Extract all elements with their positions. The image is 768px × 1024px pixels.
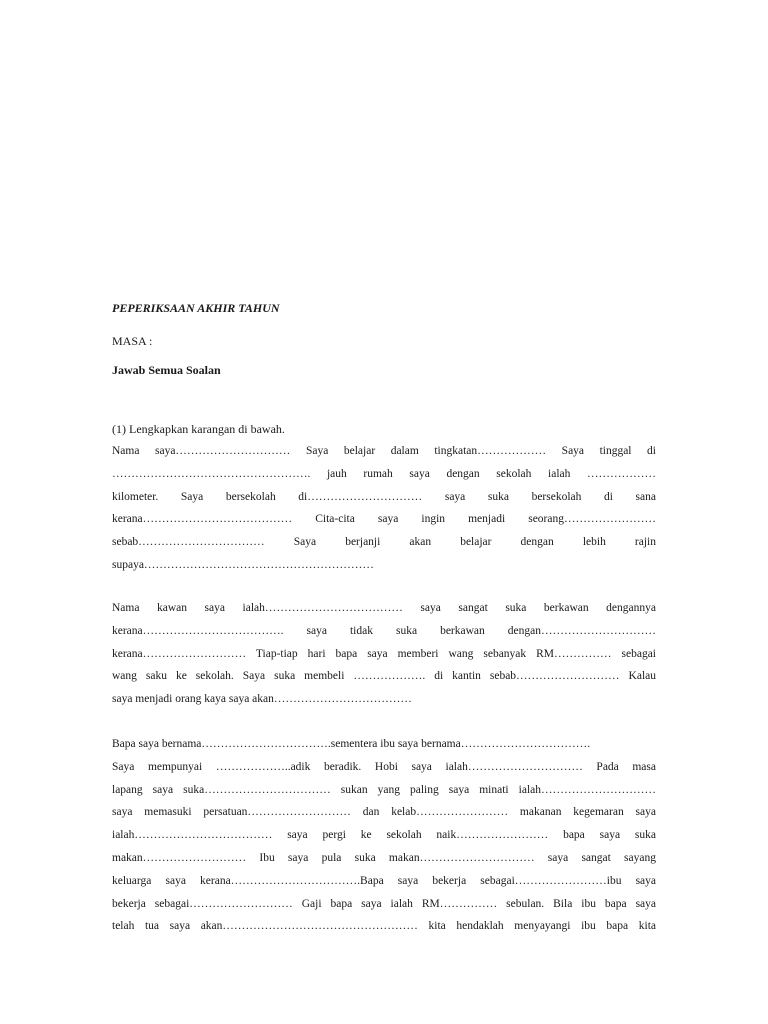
paragraph-line: kilometer. Saya bersekolah di………………………… saya suka bersekolah di sana [112,490,656,503]
paragraph-line: kerana………………………………. saya tidak suka berkawan dengan………………………… [112,624,656,637]
paragraph-line: Nama kawan saya ialah……………………………… saya sangat suka berkawan dengannya [112,602,656,614]
paragraph-line: wang saku ke sekolah. Saya suka membeli ………………. di kantin sebab……………………… Kalau [112,670,656,683]
question-heading: (1) Lengkapkan karangan di bawah. [112,422,285,436]
paragraph-family [112,733,656,938]
paragraph-line: Saya mempunyai ………………..adik beradik. Hobi saya ialah………………………… Pada masa [112,760,656,773]
paragraph-personal-info [112,440,656,577]
paragraph-line: supaya…………………………………………………… [112,558,374,571]
paragraph-line: ialah……………………………… saya pergi ke sekolah naik…………………… bapa saya suka [112,829,656,842]
instruction-text: Jawab Semua Soalan [112,363,221,377]
paragraph-line: makan……………………… Ibu saya pula suka makan………………………… saya sangat sayang [112,851,656,864]
paragraph-line: bekerja sebagai……………………… Gaji bapa saya ialah RM…………… sebulan. Bila ibu bapa saya [112,897,656,910]
paragraph-line: saya memasuki persatuan……………………… dan kelab…………………… makanan kegemaran saya [112,806,656,819]
paragraph-line: kerana……………………… Tiap-tiap hari bapa saya memberi wang sebanyak RM…………… sebagai [112,647,656,660]
paragraph-line: keluarga saya kerana…………………………….Bapa saya bekerja sebagai……………………ibu saya [112,874,656,887]
paragraph-line: ……………………………………………. jauh rumah saya dengan sekolah ialah ……………… [112,467,656,480]
paragraph-line: saya menjadi orang kaya saya akan……………………………… [112,693,412,706]
paragraph-line: telah tua saya akan…………………………………………… kita hendaklah menyayangi ibu bapa kita [112,920,656,933]
paragraph-line: Nama saya………………………… Saya belajar dalam tingkatan……………… Saya tinggal di [112,445,656,457]
time-label: MASA : [112,334,153,348]
paragraph-line: sebab…………………………… Saya berjanji akan belajar dengan lebih rajin [112,536,656,549]
paragraph-line: kerana………………………………… Cita-cita saya ingin menjadi seorang…………………… [112,513,656,526]
paragraph-friend [112,597,656,711]
paragraph-line: Bapa saya bernama…………………………….sementera ibu saya bernama……………………………. [112,738,591,750]
paragraph-line: lapang saya suka…………………………… sukan yang paling saya minati ialah………………………… [112,783,656,796]
exam-title: PEPERIKSAAN AKHIR TAHUN [112,301,280,315]
